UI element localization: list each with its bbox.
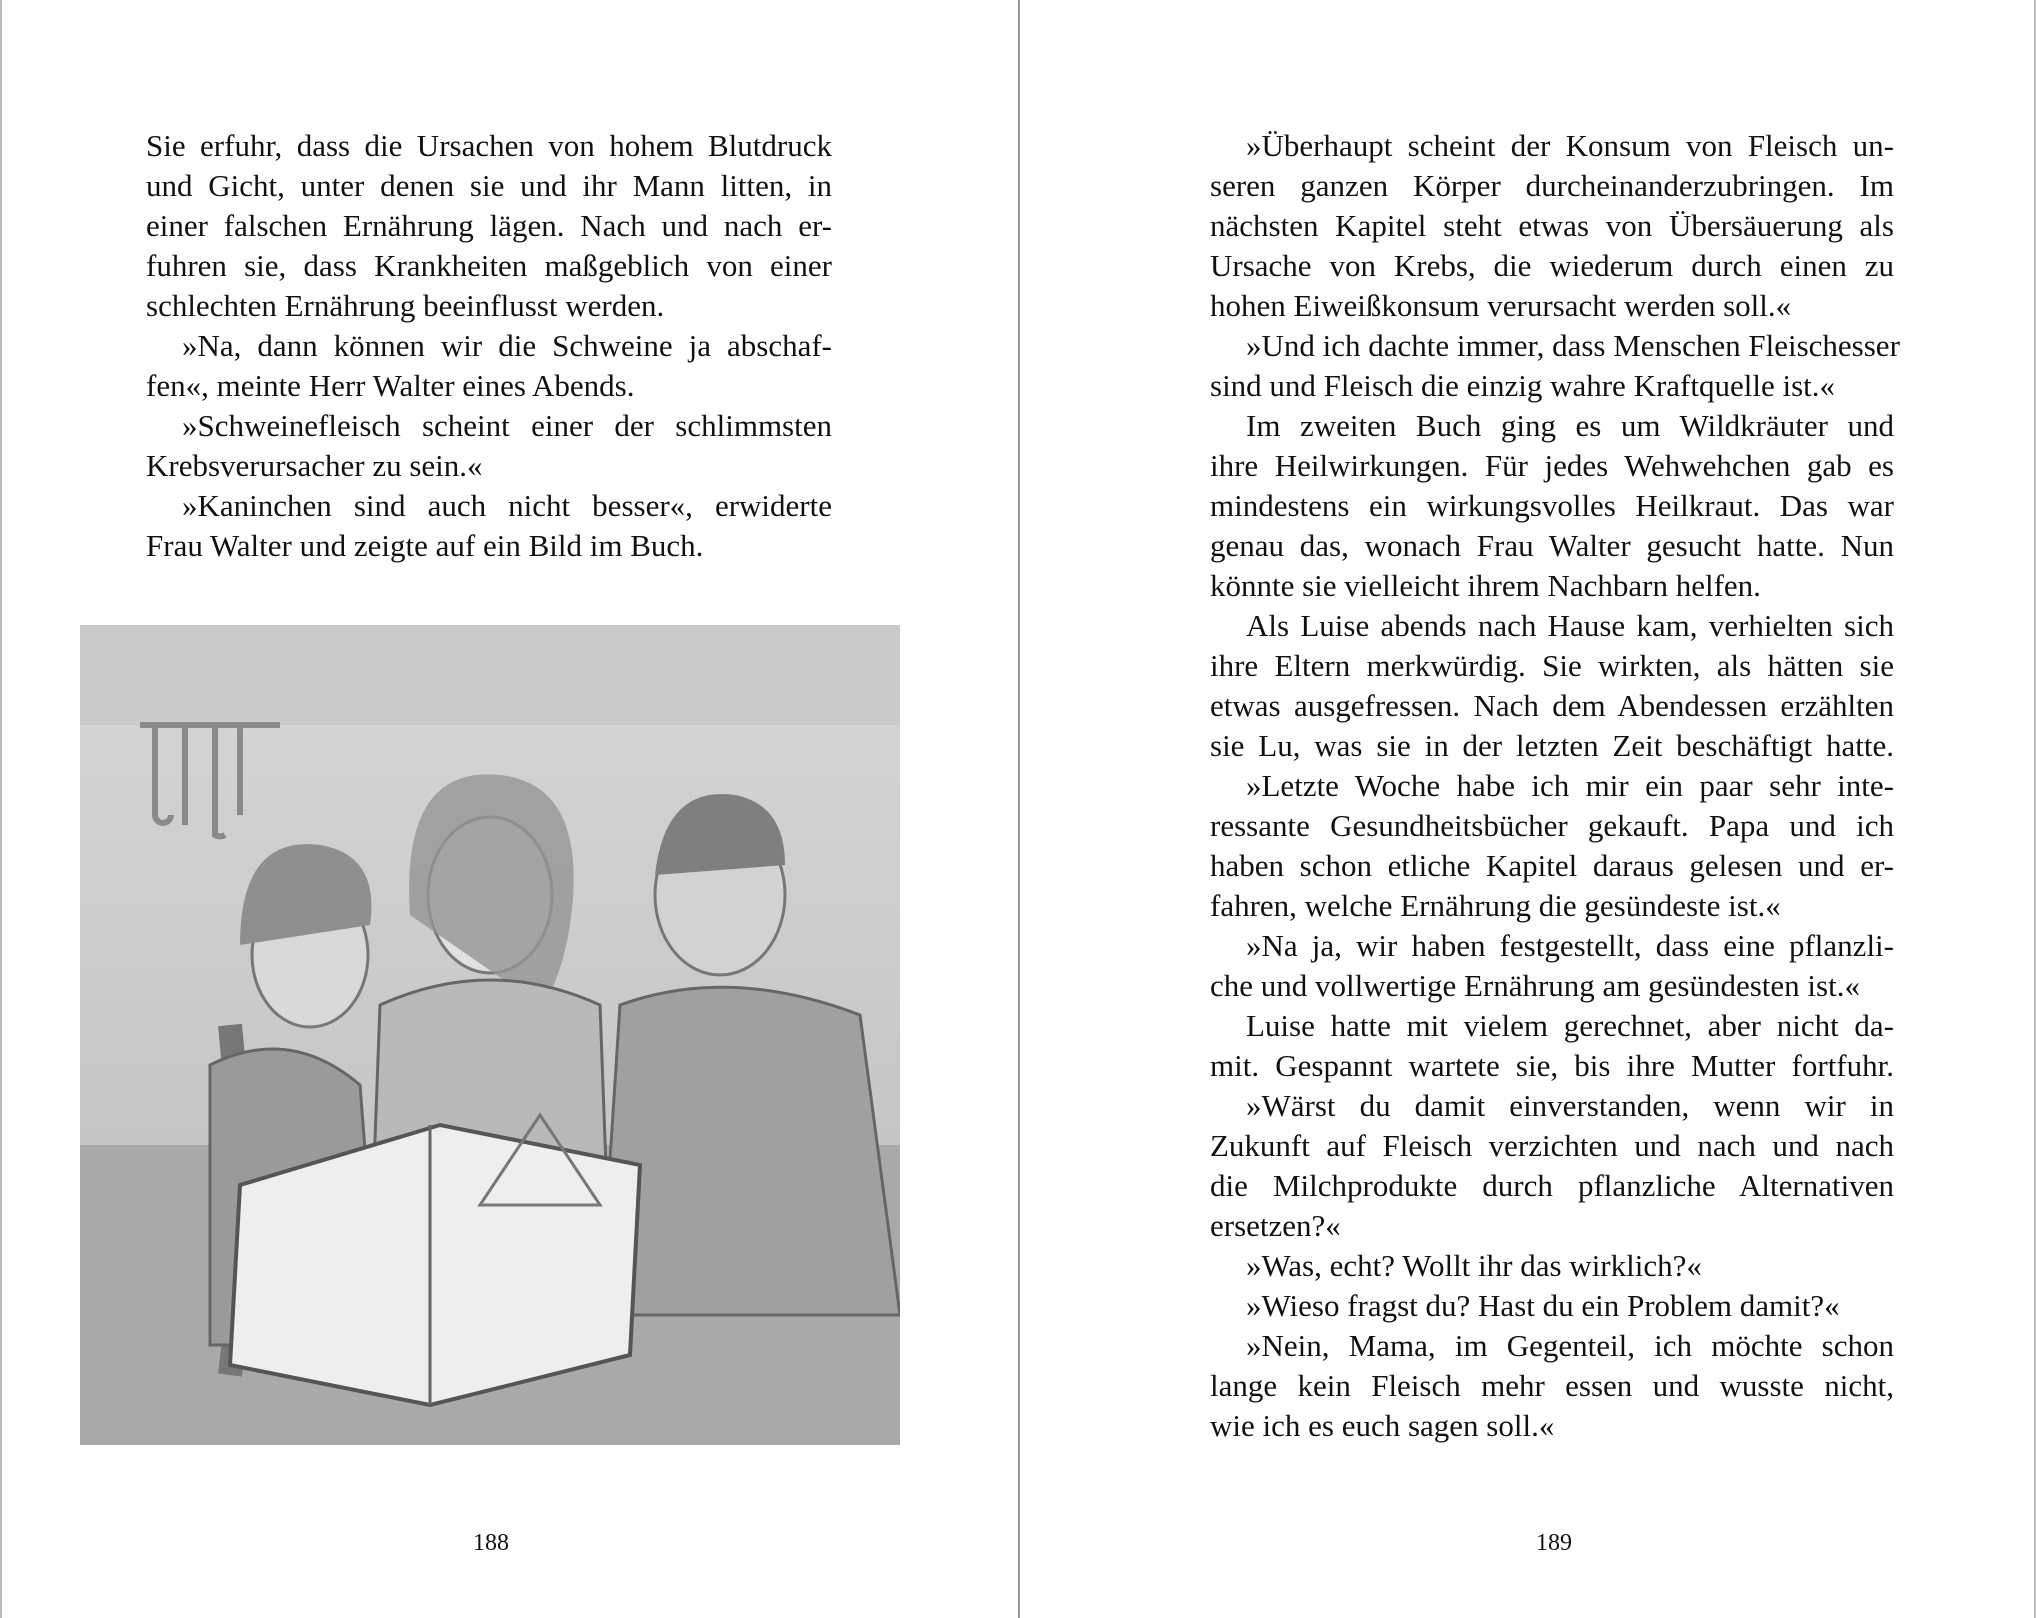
text-line: lange kein Fleisch mehr essen und wusste nicht, [1210, 1368, 1894, 1403]
text-line: »Was, echt? Wollt ihr das wirklich?« [1246, 1248, 1702, 1283]
text-line: »Wärst du damit einverstanden, wenn wir in [1246, 1088, 1894, 1123]
text-line: wie ich es euch sagen soll.« [1210, 1408, 1555, 1443]
text-line: schlechten Ernährung beeinflusst werden. [146, 288, 665, 323]
text-line: »Na ja, wir haben festgestellt, dass eine pflanzli- [1246, 928, 1894, 963]
text-line: seren ganzen Körper durcheinanderzubringen. Im [1210, 168, 1894, 203]
right-page-text [1210, 126, 1900, 1446]
text-line: könnte sie vielleicht ihrem Nachbarn helfen. [1210, 568, 1761, 603]
text-line: »Nein, Mama, im Gegenteil, ich möchte schon [1246, 1328, 1894, 1363]
page-number: 188 [473, 1530, 509, 1556]
text-line: fuhren sie, dass Krankheiten maßgeblich von einer [146, 248, 832, 283]
text-line: »Na, dann können wir die Schweine ja abschaf- [182, 328, 832, 363]
text-line: sind und Fleisch die einzig wahre Kraftquelle ist.« [1210, 368, 1836, 403]
right-page [1018, 0, 2036, 1618]
pencil-illustration-family-reading-book [80, 625, 900, 1445]
text-line: Luise hatte mit vielem gerechnet, aber nicht da- [1246, 1008, 1894, 1043]
text-line: ersetzen?« [1210, 1208, 1341, 1243]
text-line: »Überhaupt scheint der Konsum von Fleisch un- [1246, 128, 1894, 163]
text-line: nächsten Kapitel steht etwas von Übersäuerung als [1210, 208, 1894, 243]
text-line: einer falschen Ernährung lägen. Nach und nach er- [146, 208, 832, 243]
text-line: »Kaninchen sind auch nicht besser«, erwiderte [182, 488, 832, 523]
text-line: genau das, wonach Frau Walter gesucht hatte. Nun [1210, 528, 1894, 563]
text-line: Frau Walter und zeigte auf ein Bild im Buch. [146, 528, 704, 563]
page-number: 189 [1536, 1530, 1572, 1556]
text-line: fahren, welche Ernährung die gesündeste ist.« [1210, 888, 1781, 923]
text-line: sie Lu, was sie in der letzten Zeit beschäftigt hatte. [1210, 728, 1894, 763]
text-line: che und vollwertige Ernährung am gesündesten ist.« [1210, 968, 1860, 1003]
text-line: haben schon etliche Kapitel daraus gelesen und er- [1210, 848, 1894, 883]
text-line: Sie erfuhr, dass die Ursachen von hohem Blutdruck [146, 128, 832, 163]
text-line: »Letzte Woche habe ich mir ein paar sehr inte- [1246, 768, 1894, 803]
text-line: die Milchprodukte durch pflanzliche Alternativen [1210, 1168, 1894, 1203]
text-line: ihre Eltern merkwürdig. Sie wirkten, als hätten sie [1210, 648, 1894, 683]
text-line: hohen Eiweißkonsum verursacht werden soll.« [1210, 288, 1792, 323]
text-line: »Schweinefleisch scheint einer der schlimmsten [182, 408, 832, 443]
text-line: und Gicht, unter denen sie und ihr Mann litten, in [146, 168, 832, 203]
text-line: mit. Gespannt wartete sie, bis ihre Mutter fortfuhr. [1210, 1048, 1894, 1083]
text-line: Im zweiten Buch ging es um Wildkräuter und [1246, 408, 1894, 443]
text-line: »Wieso fragst du? Hast du ein Problem damit?« [1246, 1288, 1840, 1323]
text-line: ressante Gesundheitsbücher gekauft. Papa und ich [1210, 808, 1894, 843]
text-line: Als Luise abends nach Hause kam, verhielten sich [1246, 608, 1894, 643]
text-line: »Und ich dachte immer, dass Menschen Fleischesser [1246, 328, 1900, 363]
text-line: mindestens ein wirkungsvolles Heilkraut. Das war [1210, 488, 1894, 523]
text-line: ihre Heilwirkungen. Für jedes Wehwehchen gab es [1210, 448, 1894, 483]
text-line: fen«, meinte Herr Walter eines Abends. [146, 368, 635, 403]
text-line: etwas ausgefressen. Nach dem Abendessen erzählten [1210, 688, 1894, 723]
text-line: Krebsverursacher zu sein.« [146, 448, 483, 483]
text-line: Ursache von Krebs, die wiederum durch einen zu [1210, 248, 1894, 283]
text-line: Zukunft auf Fleisch verzichten und nach und nach [1210, 1128, 1894, 1163]
left-page-text [146, 126, 832, 566]
